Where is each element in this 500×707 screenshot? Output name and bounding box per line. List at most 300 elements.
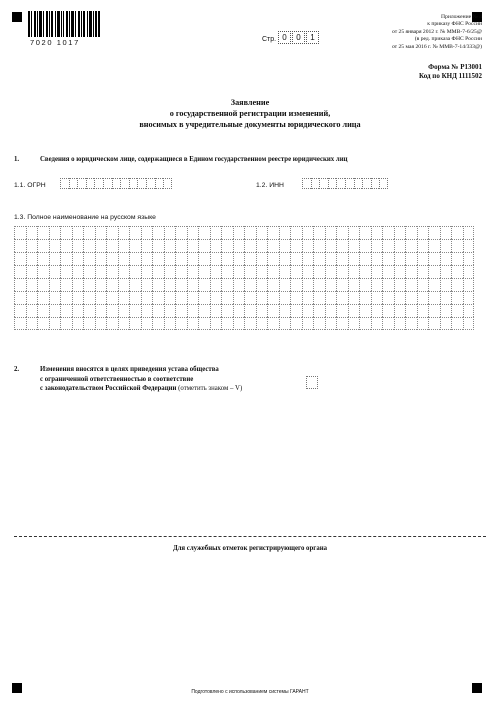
- fullname-char-cell[interactable]: [233, 265, 245, 278]
- fullname-char-cell[interactable]: [221, 239, 233, 252]
- fullname-char-cell[interactable]: [302, 226, 314, 239]
- fullname-char-cell[interactable]: [325, 317, 337, 330]
- fullname-char-cell[interactable]: [37, 317, 49, 330]
- fullname-char-cell[interactable]: [463, 252, 475, 265]
- fullname-char-cell[interactable]: [26, 265, 38, 278]
- fullname-char-cell[interactable]: [233, 239, 245, 252]
- fullname-char-cell[interactable]: [187, 252, 199, 265]
- fullname-char-cell[interactable]: [428, 317, 440, 330]
- fullname-char-cell[interactable]: [83, 265, 95, 278]
- fullname-char-cell[interactable]: [106, 252, 118, 265]
- fullname-char-cell[interactable]: [152, 239, 164, 252]
- fullname-char-cell[interactable]: [394, 265, 406, 278]
- fullname-char-cell[interactable]: [336, 226, 348, 239]
- fullname-char-cell[interactable]: [95, 265, 107, 278]
- ogrn-digit-cell[interactable]: [120, 178, 129, 189]
- fullname-char-cell[interactable]: [60, 278, 72, 291]
- fullname-char-cell[interactable]: [451, 226, 463, 239]
- fullname-char-cell[interactable]: [152, 226, 164, 239]
- ogrn-digit-cell[interactable]: [94, 178, 103, 189]
- fullname-char-cell[interactable]: [302, 239, 314, 252]
- fullname-char-cell[interactable]: [451, 239, 463, 252]
- fullname-char-cell[interactable]: [37, 252, 49, 265]
- fullname-char-cell[interactable]: [95, 291, 107, 304]
- inn-digit-cell[interactable]: [345, 178, 354, 189]
- fullname-char-cell[interactable]: [417, 239, 429, 252]
- fullname-char-cell[interactable]: [60, 252, 72, 265]
- fullname-char-cell[interactable]: [95, 252, 107, 265]
- fullname-char-cell[interactable]: [26, 226, 38, 239]
- fullname-char-cell[interactable]: [256, 265, 268, 278]
- fullname-char-cell[interactable]: [95, 278, 107, 291]
- fullname-char-cell[interactable]: [83, 317, 95, 330]
- fullname-char-cell[interactable]: [394, 304, 406, 317]
- fullname-char-cell[interactable]: [106, 317, 118, 330]
- fullname-char-cell[interactable]: [451, 265, 463, 278]
- fullname-char-cell[interactable]: [313, 239, 325, 252]
- fullname-char-cell[interactable]: [428, 278, 440, 291]
- fullname-char-cell[interactable]: [26, 317, 38, 330]
- fullname-char-cell[interactable]: [175, 278, 187, 291]
- fullname-char-cell[interactable]: [451, 304, 463, 317]
- fullname-char-cell[interactable]: [37, 291, 49, 304]
- fullname-char-cell[interactable]: [348, 265, 360, 278]
- fullname-char-cell[interactable]: [244, 278, 256, 291]
- fullname-char-cell[interactable]: [129, 317, 141, 330]
- fullname-char-cell[interactable]: [313, 278, 325, 291]
- fullname-char-cell[interactable]: [279, 304, 291, 317]
- fullname-char-cell[interactable]: [175, 291, 187, 304]
- fullname-char-cell[interactable]: [463, 317, 475, 330]
- fullname-field[interactable]: [14, 226, 474, 330]
- fullname-char-cell[interactable]: [26, 252, 38, 265]
- ogrn-digit-cell[interactable]: [112, 178, 121, 189]
- fullname-char-cell[interactable]: [405, 291, 417, 304]
- fullname-char-cell[interactable]: [290, 252, 302, 265]
- fullname-char-cell[interactable]: [118, 317, 130, 330]
- fullname-char-cell[interactable]: [106, 278, 118, 291]
- fullname-char-cell[interactable]: [164, 239, 176, 252]
- fullname-char-cell[interactable]: [221, 265, 233, 278]
- ogrn-digit-cell[interactable]: [129, 178, 138, 189]
- fullname-char-cell[interactable]: [14, 239, 26, 252]
- fullname-char-cell[interactable]: [72, 291, 84, 304]
- fullname-char-cell[interactable]: [279, 252, 291, 265]
- fullname-char-cell[interactable]: [175, 239, 187, 252]
- ogrn-digit-cell[interactable]: [146, 178, 155, 189]
- fullname-char-cell[interactable]: [313, 265, 325, 278]
- fullname-char-cell[interactable]: [72, 265, 84, 278]
- fullname-char-cell[interactable]: [187, 291, 199, 304]
- fullname-char-cell[interactable]: [440, 239, 452, 252]
- fullname-char-cell[interactable]: [26, 291, 38, 304]
- fullname-char-cell[interactable]: [210, 291, 222, 304]
- fullname-char-cell[interactable]: [382, 278, 394, 291]
- fullname-char-cell[interactable]: [118, 252, 130, 265]
- fullname-char-cell[interactable]: [118, 265, 130, 278]
- fullname-char-cell[interactable]: [198, 278, 210, 291]
- fullname-char-cell[interactable]: [118, 304, 130, 317]
- page-digit-cell[interactable]: 1: [306, 31, 319, 44]
- fullname-char-cell[interactable]: [233, 226, 245, 239]
- fullname-char-cell[interactable]: [83, 239, 95, 252]
- fullname-char-cell[interactable]: [405, 239, 417, 252]
- ogrn-digit-cell[interactable]: [60, 178, 69, 189]
- fullname-char-cell[interactable]: [267, 265, 279, 278]
- fullname-char-cell[interactable]: [14, 252, 26, 265]
- fullname-char-cell[interactable]: [37, 239, 49, 252]
- fullname-char-cell[interactable]: [198, 226, 210, 239]
- fullname-char-cell[interactable]: [359, 317, 371, 330]
- fullname-char-cell[interactable]: [279, 239, 291, 252]
- fullname-char-cell[interactable]: [72, 278, 84, 291]
- inn-digit-cell[interactable]: [379, 178, 388, 189]
- fullname-char-cell[interactable]: [106, 291, 118, 304]
- fullname-char-cell[interactable]: [256, 226, 268, 239]
- fullname-char-cell[interactable]: [290, 239, 302, 252]
- inn-digit-cell[interactable]: [311, 178, 320, 189]
- fullname-char-cell[interactable]: [417, 265, 429, 278]
- fullname-char-cell[interactable]: [417, 304, 429, 317]
- fullname-char-cell[interactable]: [233, 304, 245, 317]
- fullname-char-cell[interactable]: [428, 291, 440, 304]
- fullname-char-cell[interactable]: [290, 291, 302, 304]
- fullname-char-cell[interactable]: [187, 226, 199, 239]
- fullname-char-cell[interactable]: [83, 304, 95, 317]
- fullname-char-cell[interactable]: [187, 239, 199, 252]
- fullname-char-cell[interactable]: [394, 317, 406, 330]
- fullname-char-cell[interactable]: [187, 265, 199, 278]
- fullname-char-cell[interactable]: [221, 317, 233, 330]
- fullname-char-cell[interactable]: [417, 317, 429, 330]
- fullname-char-cell[interactable]: [164, 291, 176, 304]
- fullname-char-cell[interactable]: [382, 226, 394, 239]
- fullname-char-cell[interactable]: [72, 252, 84, 265]
- fullname-char-cell[interactable]: [244, 291, 256, 304]
- fullname-char-cell[interactable]: [60, 239, 72, 252]
- fullname-char-cell[interactable]: [175, 226, 187, 239]
- fullname-char-cell[interactable]: [164, 252, 176, 265]
- fullname-char-cell[interactable]: [244, 239, 256, 252]
- fullname-char-cell[interactable]: [267, 226, 279, 239]
- fullname-char-cell[interactable]: [428, 252, 440, 265]
- fullname-char-cell[interactable]: [348, 252, 360, 265]
- ogrn-digit-cell[interactable]: [163, 178, 172, 189]
- fullname-char-cell[interactable]: [49, 291, 61, 304]
- fullname-char-cell[interactable]: [325, 239, 337, 252]
- fullname-char-cell[interactable]: [371, 239, 383, 252]
- fullname-char-cell[interactable]: [348, 278, 360, 291]
- fullname-char-cell[interactable]: [95, 239, 107, 252]
- fullname-char-cell[interactable]: [14, 304, 26, 317]
- fullname-char-cell[interactable]: [244, 317, 256, 330]
- fullname-char-cell[interactable]: [463, 239, 475, 252]
- fullname-char-cell[interactable]: [371, 226, 383, 239]
- fullname-char-cell[interactable]: [428, 304, 440, 317]
- ogrn-digit-cell[interactable]: [155, 178, 164, 189]
- charter-conformity-checkbox[interactable]: [306, 376, 318, 389]
- fullname-char-cell[interactable]: [233, 317, 245, 330]
- fullname-char-cell[interactable]: [382, 265, 394, 278]
- fullname-char-cell[interactable]: [267, 239, 279, 252]
- fullname-char-cell[interactable]: [14, 291, 26, 304]
- fullname-char-cell[interactable]: [83, 278, 95, 291]
- fullname-char-cell[interactable]: [302, 304, 314, 317]
- fullname-char-cell[interactable]: [256, 239, 268, 252]
- fullname-char-cell[interactable]: [83, 252, 95, 265]
- fullname-char-cell[interactable]: [141, 239, 153, 252]
- fullname-char-cell[interactable]: [290, 278, 302, 291]
- fullname-char-cell[interactable]: [198, 252, 210, 265]
- fullname-char-cell[interactable]: [152, 265, 164, 278]
- fullname-char-cell[interactable]: [14, 317, 26, 330]
- fullname-char-cell[interactable]: [405, 226, 417, 239]
- ogrn-digit-cell[interactable]: [86, 178, 95, 189]
- fullname-char-cell[interactable]: [382, 304, 394, 317]
- fullname-char-cell[interactable]: [359, 304, 371, 317]
- fullname-char-cell[interactable]: [141, 265, 153, 278]
- fullname-char-cell[interactable]: [37, 304, 49, 317]
- ogrn-field[interactable]: [60, 178, 172, 189]
- fullname-char-cell[interactable]: [290, 226, 302, 239]
- ogrn-digit-cell[interactable]: [137, 178, 146, 189]
- fullname-char-cell[interactable]: [49, 304, 61, 317]
- fullname-char-cell[interactable]: [405, 304, 417, 317]
- fullname-char-cell[interactable]: [210, 239, 222, 252]
- fullname-char-cell[interactable]: [72, 304, 84, 317]
- fullname-char-cell[interactable]: [267, 291, 279, 304]
- fullname-char-cell[interactable]: [60, 304, 72, 317]
- fullname-char-cell[interactable]: [49, 265, 61, 278]
- inn-digit-cell[interactable]: [354, 178, 363, 189]
- fullname-char-cell[interactable]: [198, 265, 210, 278]
- fullname-char-cell[interactable]: [313, 304, 325, 317]
- fullname-char-cell[interactable]: [175, 317, 187, 330]
- inn-digit-cell[interactable]: [328, 178, 337, 189]
- fullname-char-cell[interactable]: [463, 265, 475, 278]
- fullname-char-cell[interactable]: [198, 239, 210, 252]
- fullname-char-cell[interactable]: [428, 239, 440, 252]
- fullname-char-cell[interactable]: [164, 265, 176, 278]
- fullname-char-cell[interactable]: [451, 291, 463, 304]
- fullname-char-cell[interactable]: [72, 239, 84, 252]
- fullname-char-cell[interactable]: [325, 226, 337, 239]
- fullname-char-cell[interactable]: [118, 291, 130, 304]
- fullname-char-cell[interactable]: [279, 317, 291, 330]
- fullname-char-cell[interactable]: [129, 291, 141, 304]
- fullname-char-cell[interactable]: [60, 226, 72, 239]
- page-number-field[interactable]: [278, 31, 320, 44]
- fullname-char-cell[interactable]: [106, 304, 118, 317]
- fullname-char-cell[interactable]: [129, 226, 141, 239]
- fullname-char-cell[interactable]: [405, 317, 417, 330]
- fullname-char-cell[interactable]: [118, 278, 130, 291]
- fullname-char-cell[interactable]: [95, 317, 107, 330]
- fullname-char-cell[interactable]: [221, 226, 233, 239]
- fullname-char-cell[interactable]: [14, 265, 26, 278]
- fullname-char-cell[interactable]: [371, 304, 383, 317]
- fullname-char-cell[interactable]: [37, 226, 49, 239]
- fullname-char-cell[interactable]: [210, 278, 222, 291]
- fullname-char-cell[interactable]: [394, 239, 406, 252]
- fullname-char-cell[interactable]: [210, 252, 222, 265]
- fullname-char-cell[interactable]: [221, 252, 233, 265]
- fullname-char-cell[interactable]: [463, 291, 475, 304]
- fullname-char-cell[interactable]: [267, 278, 279, 291]
- fullname-char-cell[interactable]: [371, 265, 383, 278]
- fullname-char-cell[interactable]: [348, 226, 360, 239]
- fullname-char-cell[interactable]: [60, 265, 72, 278]
- fullname-char-cell[interactable]: [141, 252, 153, 265]
- fullname-char-cell[interactable]: [417, 278, 429, 291]
- fullname-char-cell[interactable]: [83, 226, 95, 239]
- fullname-char-cell[interactable]: [49, 226, 61, 239]
- fullname-char-cell[interactable]: [244, 265, 256, 278]
- fullname-char-cell[interactable]: [72, 317, 84, 330]
- fullname-char-cell[interactable]: [325, 291, 337, 304]
- fullname-char-cell[interactable]: [440, 252, 452, 265]
- fullname-char-cell[interactable]: [129, 239, 141, 252]
- fullname-char-cell[interactable]: [267, 317, 279, 330]
- fullname-char-cell[interactable]: [129, 304, 141, 317]
- fullname-char-cell[interactable]: [394, 252, 406, 265]
- fullname-char-cell[interactable]: [428, 265, 440, 278]
- ogrn-digit-cell[interactable]: [69, 178, 78, 189]
- fullname-char-cell[interactable]: [290, 317, 302, 330]
- fullname-char-cell[interactable]: [463, 278, 475, 291]
- fullname-char-cell[interactable]: [382, 291, 394, 304]
- fullname-char-cell[interactable]: [382, 317, 394, 330]
- fullname-char-cell[interactable]: [359, 291, 371, 304]
- fullname-char-cell[interactable]: [129, 252, 141, 265]
- inn-digit-cell[interactable]: [362, 178, 371, 189]
- fullname-char-cell[interactable]: [279, 226, 291, 239]
- fullname-char-cell[interactable]: [279, 265, 291, 278]
- fullname-char-cell[interactable]: [256, 317, 268, 330]
- fullname-char-cell[interactable]: [394, 226, 406, 239]
- fullname-char-cell[interactable]: [428, 226, 440, 239]
- inn-digit-cell[interactable]: [336, 178, 345, 189]
- fullname-char-cell[interactable]: [325, 304, 337, 317]
- fullname-char-cell[interactable]: [302, 317, 314, 330]
- fullname-char-cell[interactable]: [440, 278, 452, 291]
- fullname-char-cell[interactable]: [164, 317, 176, 330]
- fullname-char-cell[interactable]: [187, 317, 199, 330]
- fullname-char-cell[interactable]: [348, 291, 360, 304]
- fullname-char-cell[interactable]: [106, 226, 118, 239]
- fullname-char-cell[interactable]: [394, 278, 406, 291]
- fullname-char-cell[interactable]: [141, 226, 153, 239]
- fullname-char-cell[interactable]: [14, 226, 26, 239]
- fullname-char-cell[interactable]: [141, 278, 153, 291]
- fullname-char-cell[interactable]: [313, 317, 325, 330]
- fullname-char-cell[interactable]: [244, 226, 256, 239]
- fullname-char-cell[interactable]: [106, 239, 118, 252]
- fullname-char-cell[interactable]: [129, 265, 141, 278]
- fullname-char-cell[interactable]: [141, 317, 153, 330]
- fullname-char-cell[interactable]: [371, 252, 383, 265]
- fullname-char-cell[interactable]: [336, 265, 348, 278]
- fullname-char-cell[interactable]: [106, 265, 118, 278]
- fullname-char-cell[interactable]: [175, 265, 187, 278]
- fullname-char-cell[interactable]: [244, 304, 256, 317]
- fullname-char-cell[interactable]: [95, 226, 107, 239]
- fullname-char-cell[interactable]: [313, 252, 325, 265]
- fullname-char-cell[interactable]: [371, 278, 383, 291]
- fullname-char-cell[interactable]: [152, 317, 164, 330]
- inn-digit-cell[interactable]: [319, 178, 328, 189]
- fullname-char-cell[interactable]: [405, 252, 417, 265]
- fullname-char-cell[interactable]: [359, 265, 371, 278]
- fullname-char-cell[interactable]: [440, 317, 452, 330]
- fullname-char-cell[interactable]: [336, 278, 348, 291]
- fullname-char-cell[interactable]: [336, 317, 348, 330]
- fullname-char-cell[interactable]: [405, 278, 417, 291]
- ogrn-digit-cell[interactable]: [103, 178, 112, 189]
- fullname-char-cell[interactable]: [210, 265, 222, 278]
- fullname-char-cell[interactable]: [256, 291, 268, 304]
- fullname-char-cell[interactable]: [60, 291, 72, 304]
- fullname-char-cell[interactable]: [348, 304, 360, 317]
- inn-digit-cell[interactable]: [302, 178, 311, 189]
- fullname-char-cell[interactable]: [348, 317, 360, 330]
- fullname-char-cell[interactable]: [221, 304, 233, 317]
- fullname-char-cell[interactable]: [279, 291, 291, 304]
- fullname-char-cell[interactable]: [371, 317, 383, 330]
- fullname-char-cell[interactable]: [118, 226, 130, 239]
- fullname-char-cell[interactable]: [198, 317, 210, 330]
- fullname-char-cell[interactable]: [359, 252, 371, 265]
- fullname-char-cell[interactable]: [198, 304, 210, 317]
- fullname-char-cell[interactable]: [129, 278, 141, 291]
- fullname-char-cell[interactable]: [336, 291, 348, 304]
- inn-field[interactable]: [302, 178, 388, 189]
- fullname-char-cell[interactable]: [325, 278, 337, 291]
- fullname-char-cell[interactable]: [359, 239, 371, 252]
- fullname-char-cell[interactable]: [152, 252, 164, 265]
- fullname-char-cell[interactable]: [244, 252, 256, 265]
- fullname-char-cell[interactable]: [417, 252, 429, 265]
- fullname-char-cell[interactable]: [49, 317, 61, 330]
- fullname-char-cell[interactable]: [359, 278, 371, 291]
- fullname-char-cell[interactable]: [440, 304, 452, 317]
- ogrn-digit-cell[interactable]: [77, 178, 86, 189]
- fullname-char-cell[interactable]: [141, 304, 153, 317]
- fullname-char-cell[interactable]: [405, 265, 417, 278]
- fullname-char-cell[interactable]: [49, 278, 61, 291]
- fullname-char-cell[interactable]: [440, 265, 452, 278]
- fullname-char-cell[interactable]: [187, 278, 199, 291]
- fullname-char-cell[interactable]: [72, 226, 84, 239]
- fullname-char-cell[interactable]: [141, 291, 153, 304]
- fullname-char-cell[interactable]: [256, 278, 268, 291]
- fullname-char-cell[interactable]: [417, 291, 429, 304]
- fullname-char-cell[interactable]: [26, 239, 38, 252]
- fullname-char-cell[interactable]: [210, 304, 222, 317]
- fullname-char-cell[interactable]: [37, 265, 49, 278]
- fullname-char-cell[interactable]: [37, 278, 49, 291]
- fullname-char-cell[interactable]: [233, 252, 245, 265]
- fullname-char-cell[interactable]: [210, 317, 222, 330]
- page-digit-cell[interactable]: 0: [292, 31, 305, 44]
- fullname-char-cell[interactable]: [49, 252, 61, 265]
- fullname-char-cell[interactable]: [26, 304, 38, 317]
- fullname-char-cell[interactable]: [394, 291, 406, 304]
- fullname-char-cell[interactable]: [198, 291, 210, 304]
- inn-digit-cell[interactable]: [371, 178, 380, 189]
- fullname-char-cell[interactable]: [118, 239, 130, 252]
- fullname-char-cell[interactable]: [279, 278, 291, 291]
